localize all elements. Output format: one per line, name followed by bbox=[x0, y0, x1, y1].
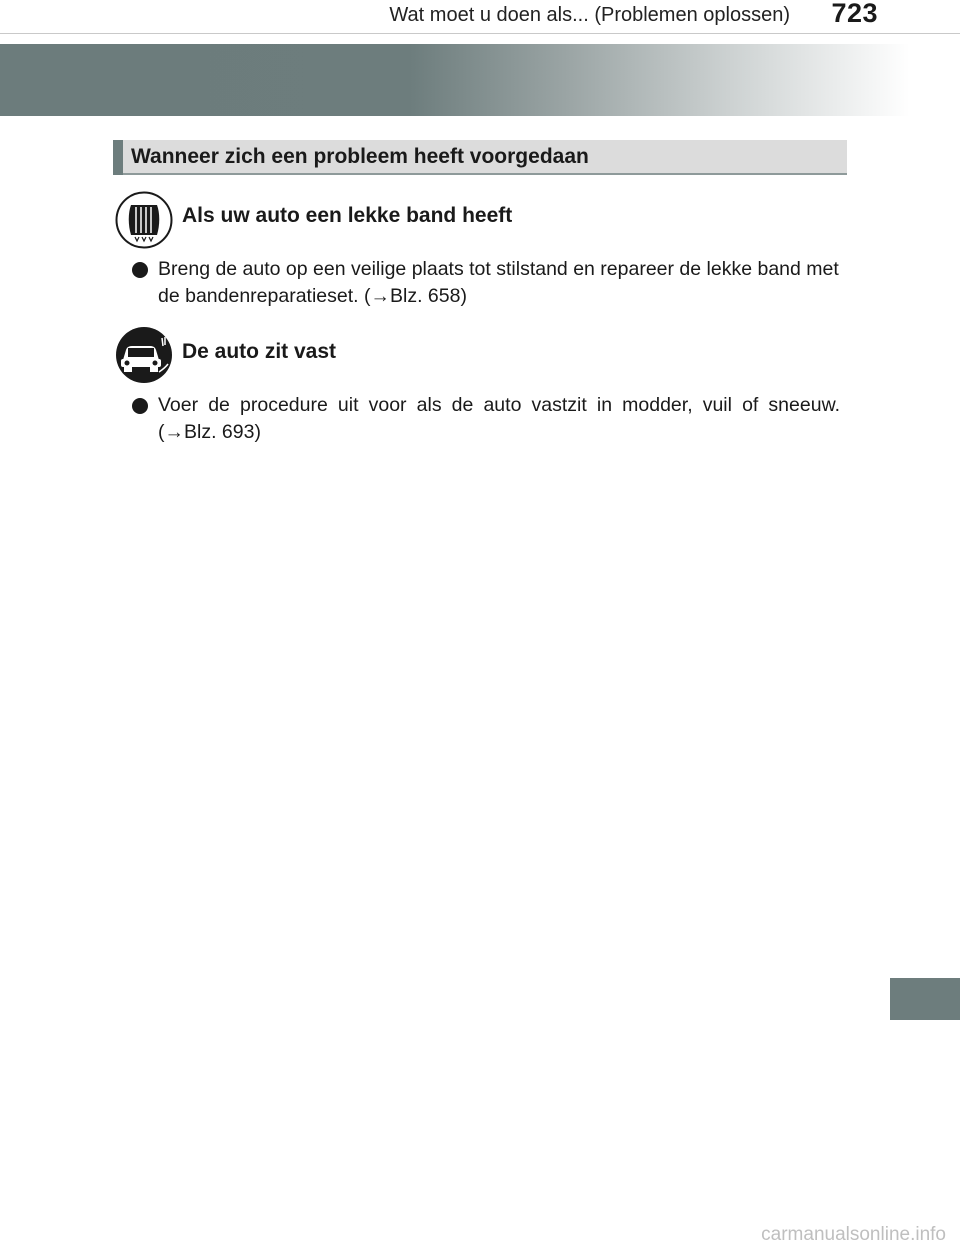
bullet-icon bbox=[132, 262, 148, 278]
section-title: Wanneer zich een probleem heeft voorgedaan bbox=[131, 145, 589, 168]
running-header bbox=[0, 0, 960, 34]
section-banner-bar bbox=[113, 140, 123, 175]
heading-stuck-car: De auto zit vast bbox=[182, 340, 337, 363]
running-title: Wat moet u doen als... (Problemen oplossen) bbox=[389, 4, 790, 26]
watermark: carmanualsonline.info bbox=[761, 1224, 946, 1245]
header-rule bbox=[0, 33, 960, 34]
section-banner bbox=[113, 140, 847, 175]
stuck-car-icon bbox=[115, 326, 173, 384]
bullet-icon bbox=[132, 398, 148, 414]
chapter-side-tab bbox=[890, 978, 960, 1020]
flat-tire-instruction: Breng de auto op een veilige plaats tot stilstand en repareer de lekke band met de bandenreparatieset. (→Blz. 658) bbox=[158, 258, 839, 307]
page-number: 723 bbox=[831, 0, 878, 28]
flat-tire-icon bbox=[115, 191, 173, 249]
chapter-gradient-band bbox=[0, 44, 910, 116]
stuck-car-instruction: Voer de procedure uit voor als de auto vastzit in modder, vuil of sneeuw. (→Blz. 693) bbox=[158, 394, 840, 443]
heading-flat-tire: Als uw auto een lekke band heeft bbox=[182, 204, 513, 227]
